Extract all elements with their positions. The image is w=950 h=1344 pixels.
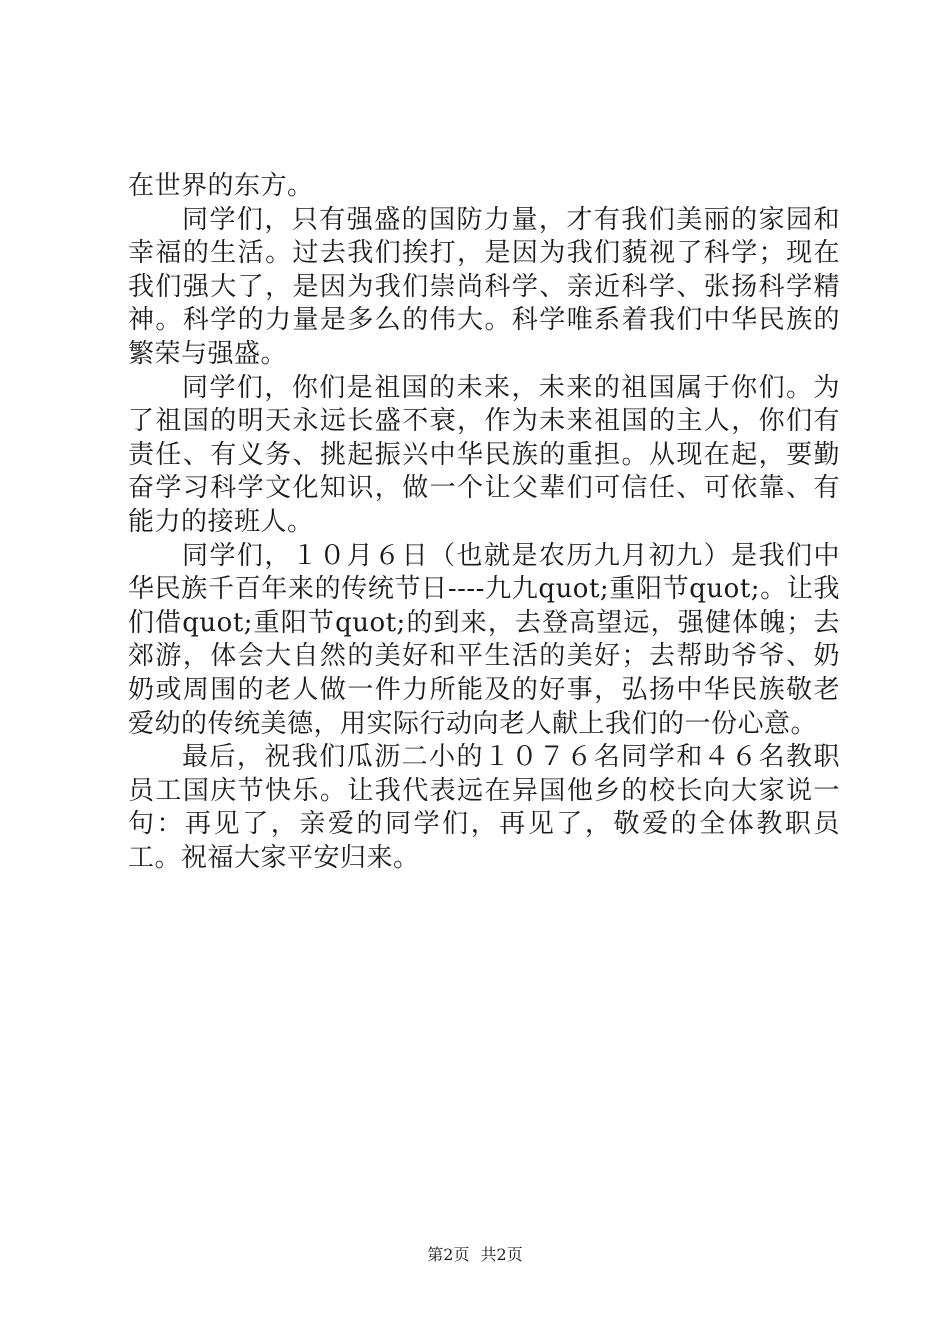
page-footer (0, 1244, 950, 1266)
paragraph-5: 最后，祝我们瓜沥二小的１０７６名同学和４６名教职员工国庆节快乐。让我代表远在异国他乡的校长向大家说一句：再见了，亲爱的同学们，再见了，敬爱的全体教职员工。祝福大家平安归来。 (128, 742, 840, 873)
paragraph-2: 同学们，只有强盛的国防力量，才有我们美丽的家园和幸福的生活。过去我们挨打，是因为我们藐视了科学；现在我们强大了，是因为我们崇尚科学、亲近科学、张扬科学精神。科学的力量是多么的伟大。科学唯系着我们中华民族的繁荣与强盛。 (128, 204, 840, 369)
page-number: 第2页 (427, 1245, 470, 1264)
document-body (128, 170, 840, 875)
paragraph-4: 同学们，１０月６日（也就是农历九月初九）是我们中华民族千百年来的传统节日----九九quot;重阳节quot;。让我们借quot;重阳节quot;的到来，去登高望远，强健体魄；去郊游，体会大自然的美好和平生活的美好；去帮助爷爷、奶奶或周围的老人做一件力所能及的好事，弘扬中华民族敬老爱幼的传统美德，用实际行动向老人献上我们的一份心意。 (128, 540, 840, 739)
page-total: 共2页 (480, 1245, 523, 1264)
paragraph-3: 同学们，你们是祖国的未来，未来的祖国属于你们。为了祖国的明天永远长盛不衰，作为未来祖国的主人，你们有责任、有义务、挑起振兴中华民族的重担。从现在起，要勤奋学习科学文化知识，做一个让父辈们可信任、可依靠、有能力的接班人。 (128, 372, 840, 537)
paragraph-1: 在世界的东方。 (128, 171, 314, 201)
